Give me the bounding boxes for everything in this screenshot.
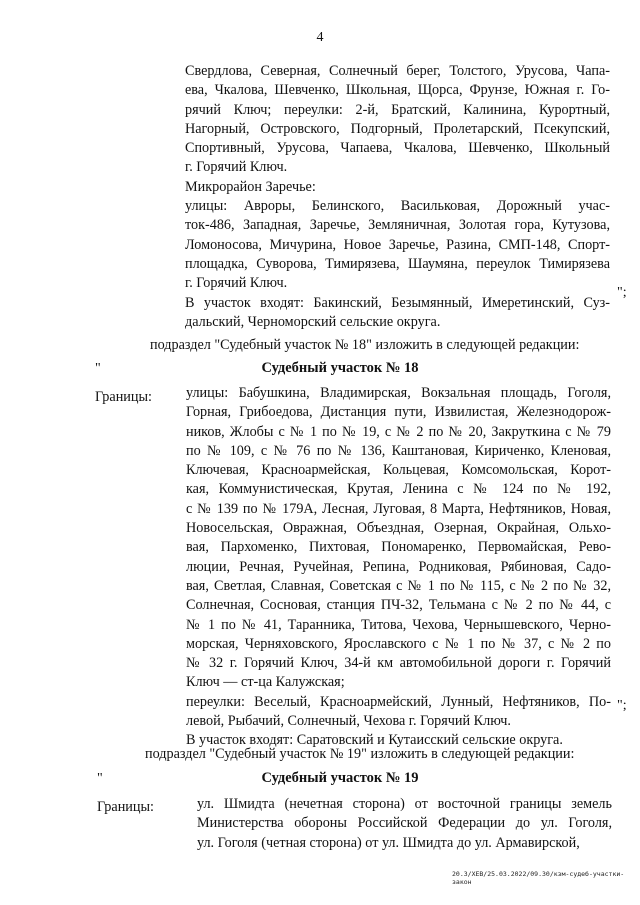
- text-line: Горная, Грибоедова, Дистанция пути, Извилистая, Железнодорож-: [186, 404, 611, 421]
- text-line: улицы: Бабушкина, Владимирская, Вокзальная площадь, Гоголя,: [186, 385, 611, 401]
- boundaries-label: Границы:: [97, 799, 154, 815]
- text-line: дальский, Черноморский сельские округа.: [185, 313, 441, 330]
- text-line: Ключевая, Красноармейская, Кольцевая, Комсомольская, Корот-: [186, 462, 611, 479]
- section-18-heading: Судебный участок № 18: [261, 360, 419, 376]
- text-line: вая, Пархоменко, Пихтовая, Пономаренко, Первомайская, Рево-: [186, 539, 611, 556]
- text-line: вая, Светлая, Славная, Советская с № 1 по № 115, с № 2 по № 32,: [186, 577, 611, 594]
- section-18-intro: подраздел "Судебный участок № 18" изложить в следующей редакции:: [150, 337, 580, 353]
- text-line: левой, Рыбачий, Солнечный, Чехова г. Горячий Ключ.: [186, 713, 511, 730]
- text-line: Солнечная, Сосновая, станция ПЧ-32, Тельмана с № 2 по № 44, с: [186, 597, 611, 614]
- text-line: Нагорный, Островского, Подгорный, Пролетарский, Псекупский,: [185, 120, 610, 137]
- section-19-heading: Судебный участок № 19: [261, 770, 419, 786]
- document-footer-code: 20.3/ХЕВ/25.03.2022/09.30/кзм-судеб-участки-закон: [452, 870, 625, 886]
- text-line: В участок входят: Саратовский и Кутаисский сельские округа.: [186, 732, 563, 749]
- text-line: ников, Жлобы с № 1 по № 19, с № 2 по № 20, Закруткина с № 79: [186, 423, 611, 440]
- text-line: кая, Коммунистическая, Крутая, Ленина с № 124 по № 192,: [186, 481, 611, 498]
- text-line: Свердлова, Северная, Солнечный берег, Толстого, Урусова, Чапа-: [185, 63, 610, 79]
- text-line: № 32 г. Горячий Ключ, 34-й км автомобильной дороги г. Горячий: [186, 655, 611, 672]
- closing-quote-mark: ";: [617, 698, 627, 713]
- text-line: ева, Чкалова, Шевченко, Школьная, Щорса, Фрунзе, Южная г. Го-: [185, 82, 610, 99]
- text-line: ток-486, Западная, Заречье, Земляничная, Золотая гора, Кутузова,: [185, 217, 610, 234]
- text-line: переулки: Веселый, Красноармейский, Лунный, Нефтяников, По-: [186, 693, 611, 710]
- section-19-intro: подраздел "Судебный участок № 19" изложить в следующей редакции:: [145, 746, 575, 762]
- text-line: улицы: Авроры, Белинского, Васильковая, Дорожный учас-: [185, 198, 610, 215]
- section-19-boundaries: [197, 795, 612, 853]
- text-line: морская, Черняховского, Ярославского с № 1 по № 37, с № 2 по: [186, 635, 611, 652]
- closing-quote-mark: ";: [617, 285, 627, 300]
- text-line: г. Горячий Ключ.: [185, 159, 288, 176]
- page-number: 4: [316, 30, 324, 45]
- top-text-block: [185, 62, 610, 332]
- text-line: Микрорайон Заречье:: [185, 178, 316, 195]
- text-line: № 1 по № 41, Таранника, Титова, Чехова, Чернышевского, Черно-: [186, 616, 611, 633]
- text-line: с № 139 по № 179А, Лесная, Луговая, 8 Марта, Нефтяников, Новая,: [186, 500, 611, 517]
- text-line: люции, Речная, Ручейная, Репина, Родниковая, Рябиновая, Садо-: [186, 558, 611, 575]
- opening-quote-mark: ": [95, 361, 101, 376]
- section-18-boundaries: [186, 384, 611, 751]
- text-line: В участок входят: Бакинский, Безымянный, Имеретинский, Суз-: [185, 294, 610, 311]
- text-line: Министерства обороны Российской Федерации до ул. Гоголя,: [197, 815, 612, 832]
- opening-quote-mark: ": [97, 771, 103, 786]
- text-line: ул. Гоголя (четная сторона) от ул. Шмидта до ул. Армавирской,: [197, 834, 580, 851]
- text-line: г. Горячий Ключ.: [185, 275, 288, 292]
- text-line: Спортивный, Урусова, Чапаева, Чкалова, Шевченко, Школьный: [185, 140, 610, 157]
- text-line: рячий Ключ; переулки: 2-й, Братский, Калинина, Курортный,: [185, 101, 610, 118]
- text-line: Ключ — ст-ца Калужская;: [186, 674, 345, 691]
- text-line: по № 109, с № 76 по № 136, Каштановая, Кириченко, Кленовая,: [186, 442, 611, 459]
- text-line: Ломоносова, Мичурина, Новое Заречье, Разина, СМП-148, Спорт-: [185, 236, 610, 253]
- boundaries-label: Границы:: [95, 389, 152, 405]
- text-line: ул. Шмидта (нечетная сторона) от восточной границы земель: [197, 796, 612, 812]
- text-line: Новосельская, Овражная, Объездная, Озерная, Окрайная, Ольхо-: [186, 520, 611, 537]
- text-line: площадка, Суворова, Тимирязева, Шаумяна, переулок Тимирязева: [185, 255, 610, 272]
